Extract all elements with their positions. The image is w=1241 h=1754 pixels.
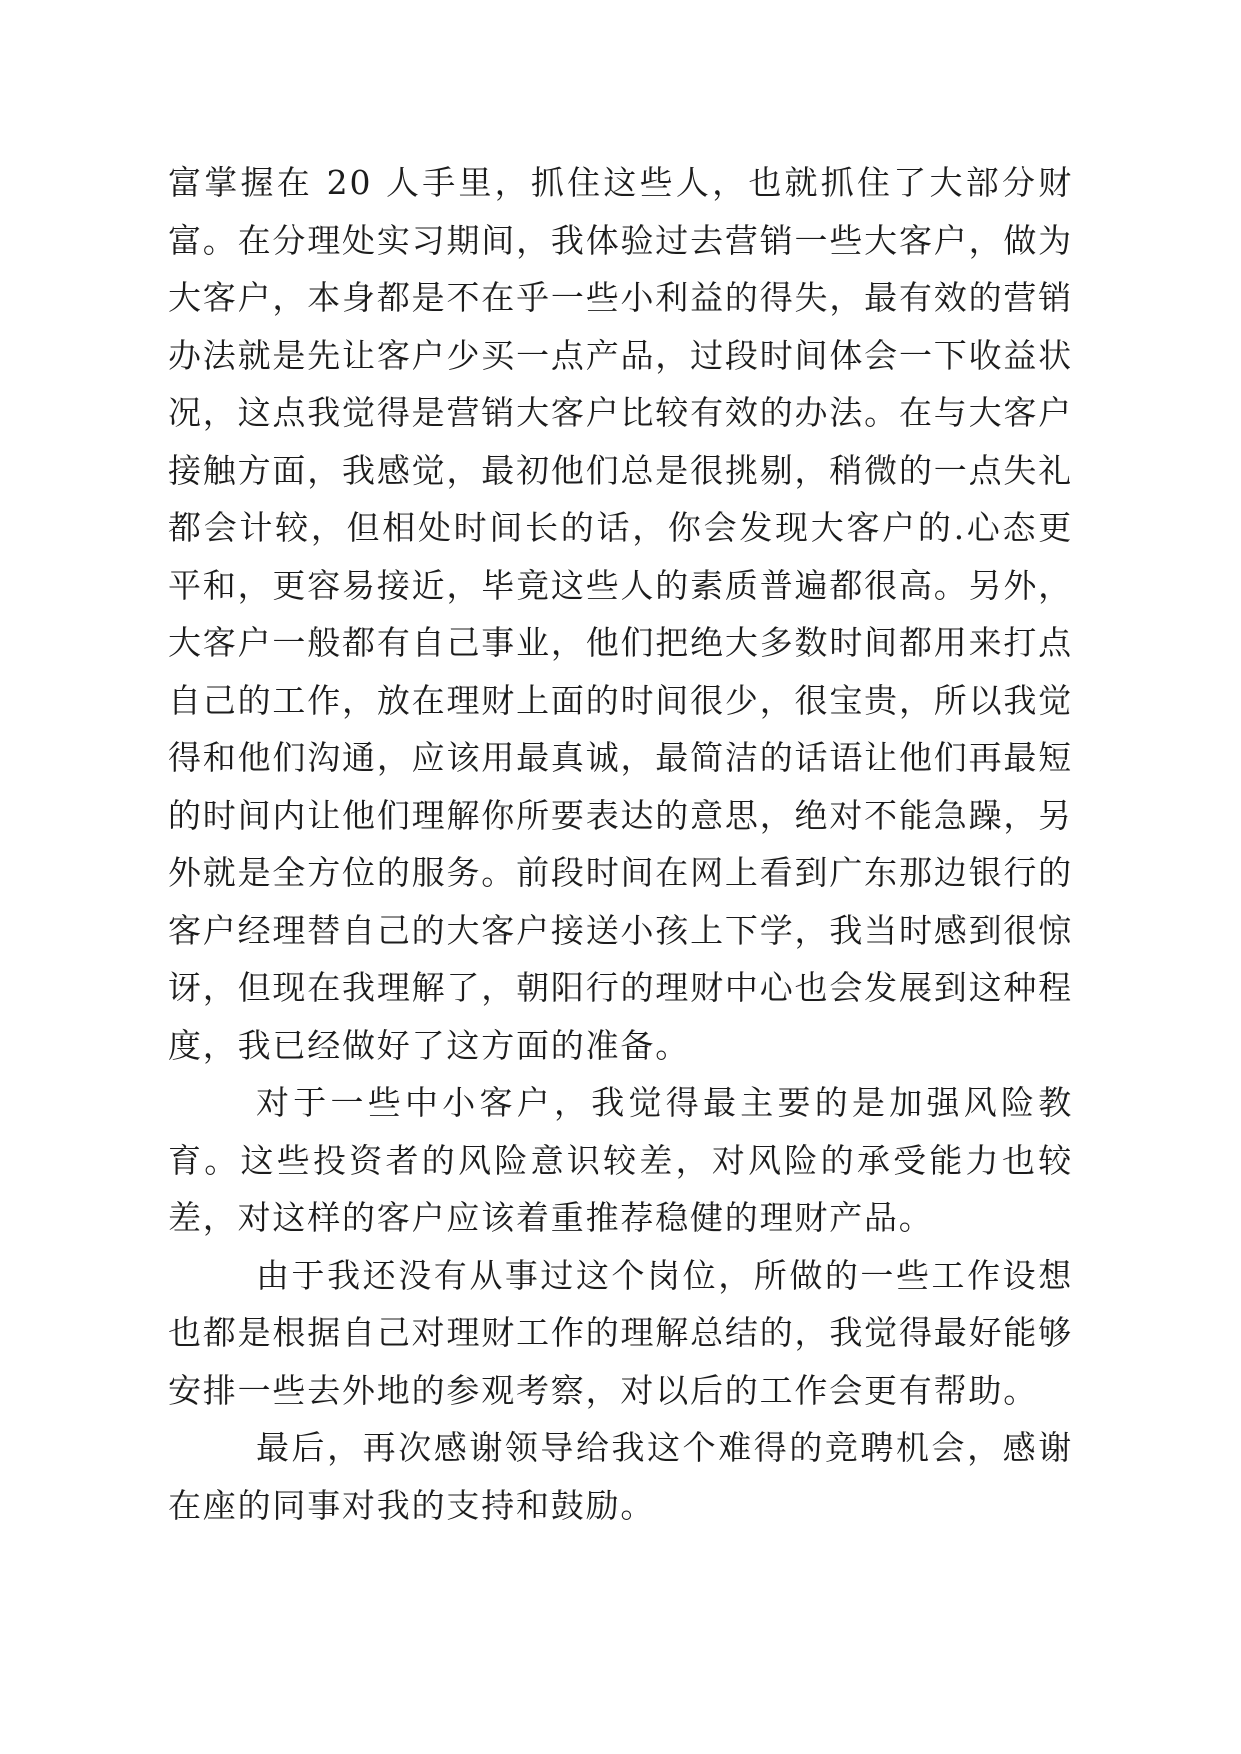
document-text-block — [168, 154, 1073, 1534]
paragraph-closing-thanks: 最后，再次感谢领导给我这个难得的竞聘机会，感谢在座的同事对我的支持和鼓励。 — [168, 1428, 1073, 1525]
paragraph-small-clients: 对于一些中小客户，我觉得最主要的是加强风险教育。这些投资者的风险意识较差，对风险的承受能力也较差，对这样的客户应该着重推荐稳健的理财产品。 — [168, 1083, 1073, 1237]
paragraph-continuation: 富掌握在 20 人手里，抓住这些人，也就抓住了大部分财富。在分理处实习期间，我体验过去营销一些大客户，做为大客户，本身都是不在乎一些小利益的得失，最有效的营销办法就是先让客户少买一点产品，过段时间体会一下收益状况，这点我觉得是营销大客户比较有效的办法。在与大客户接触方面，我感觉，最初他们总是很挑剔，稍微的一点失礼都会计较，但相处时间长的话，你会发现大客户的.心态更平和，更容易接近，毕竟这些人的素质普遍都很高。另外，大客户一般都有自己事业，他们把绝大多数时间都用来打点自己的工作，放在理财上面的时间很少，很宝贵，所以我觉得和他们沟通，应该用最真诚，最简洁的话语让他们再最短的时间内让他们理解你所要表达的意思，绝对不能急躁，另外就是全方位的服务。前段时间在网上看到广东那边银行的客户经理替自己的大客户接送小孩上下学，我当时感到很惊讶，但现在我理解了，朝阳行的理财中心也会发展到这种程度，我已经做好了这方面的准备。 — [168, 163, 1073, 1065]
paragraph-work-plans: 由于我还没有从事过这个岗位，所做的一些工作设想也都是根据自己对理财工作的理解总结的，我觉得最好能够安排一些去外地的参观考察，对以后的工作会更有帮助。 — [168, 1255, 1073, 1410]
